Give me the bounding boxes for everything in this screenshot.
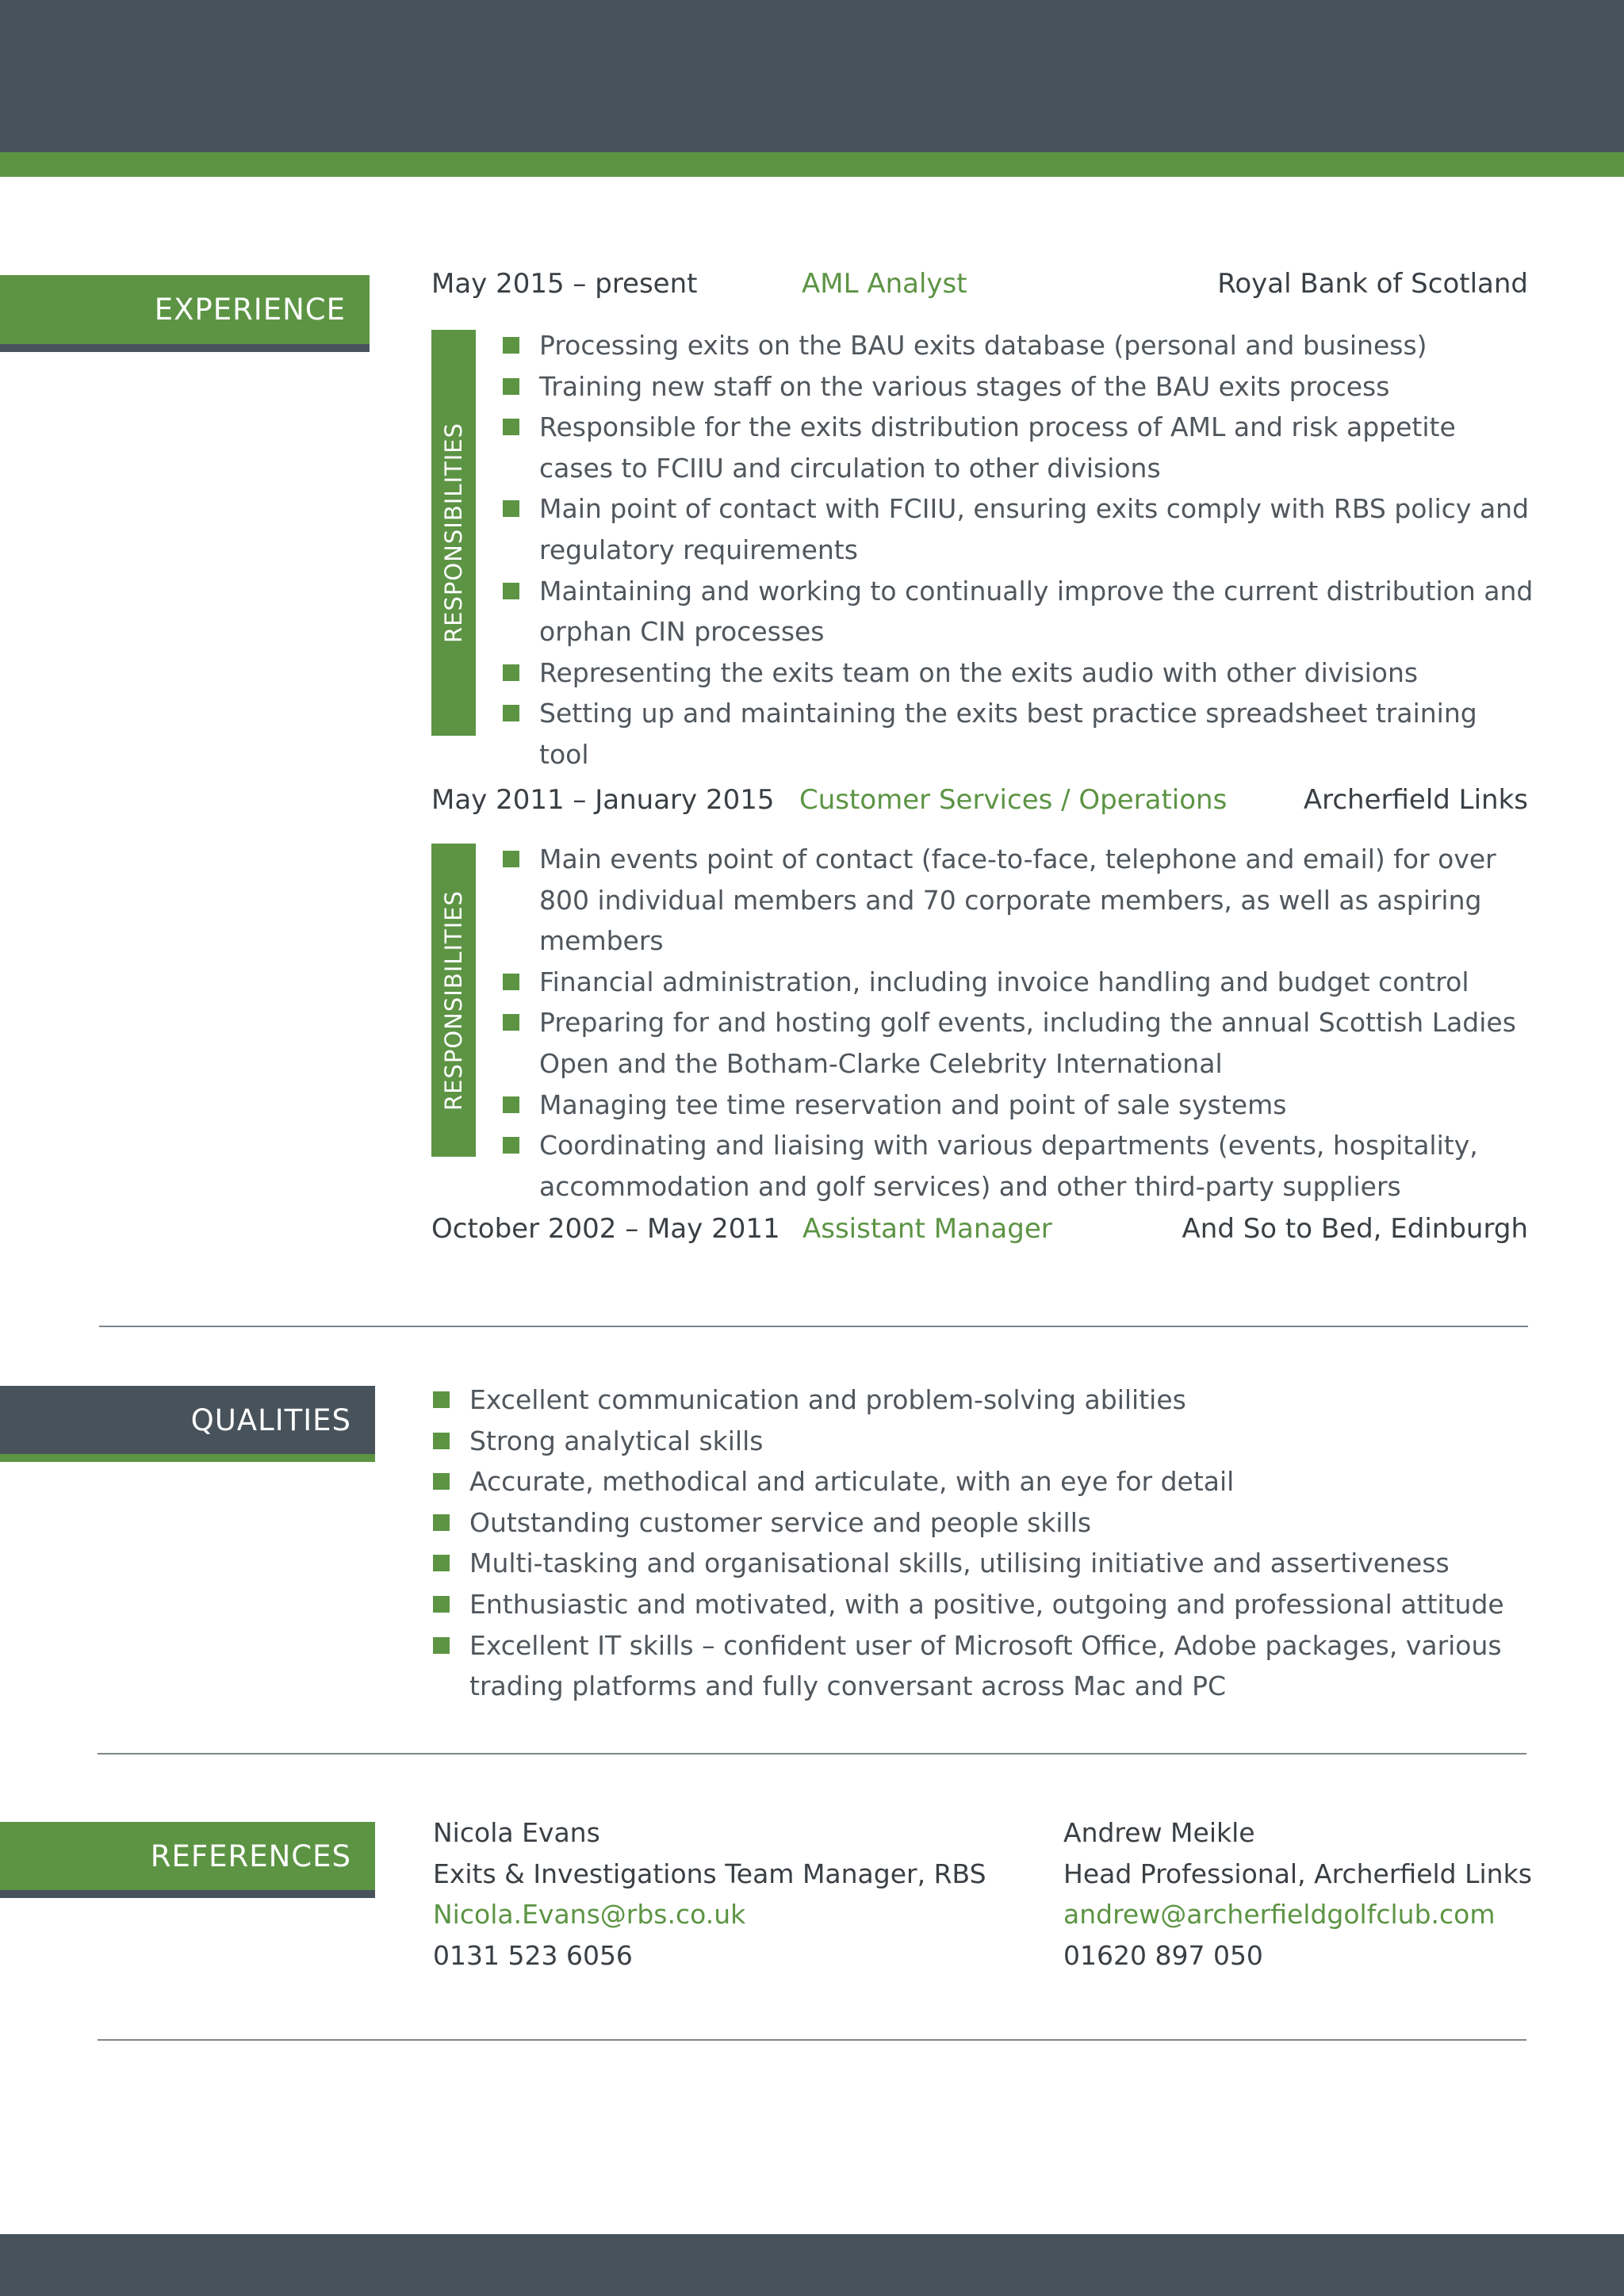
list-item: Strong analytical skills	[433, 1421, 1535, 1462]
job-header-3	[431, 1213, 1528, 1253]
qualities-section-title: QUALITIES	[190, 1402, 351, 1437]
references-section-tab	[0, 1822, 375, 1898]
job-company: Royal Bank of Scotland	[1217, 268, 1528, 300]
list-item: Excellent communication and problem-solving abilities	[433, 1380, 1535, 1421]
list-item: Accurate, methodical and articulate, with an eye for detail	[433, 1461, 1535, 1502]
list-item: Main point of contact with FCIIU, ensuring exits comply with RBS policy and regulatory requirements	[503, 488, 1534, 570]
list-item: Main events point of contact (face-to-face, telephone and email) for over 800 individual members and 70 corporate members, as well as aspiring members	[503, 839, 1534, 962]
list-item: Multi-tasking and organisational skills, utilising initiative and assertiveness	[433, 1543, 1535, 1584]
reference-phone: 01620 897 050	[1063, 1939, 1263, 1971]
responsibilities-bar-1	[431, 330, 476, 736]
job-2-responsibilities-list	[503, 839, 1534, 1207]
responsibilities-label: RESPONSIBILITIES	[440, 422, 467, 644]
job-title: AML Analyst	[802, 268, 967, 300]
list-item: Outstanding customer service and people skills	[433, 1502, 1535, 1544]
list-item: Excellent IT skills – confident user of Microsoft Office, Adobe packages, various trading platforms and fully conversant across Mac and PC	[433, 1625, 1535, 1707]
reference-card-1	[433, 1812, 986, 1976]
list-item: Coordinating and liaising with various departments (events, hospitality, accommodation and golf services) and other third-party suppliers	[503, 1125, 1534, 1207]
references-section-title: REFERENCES	[150, 1839, 351, 1873]
reference-name: Nicola Evans	[433, 1817, 600, 1848]
reference-role: Exits & Investigations Team Manager, RBS	[433, 1858, 986, 1889]
job-1-responsibilities-list	[503, 325, 1534, 775]
list-item: Enthusiastic and motivated, with a positive, outgoing and professional attitude	[433, 1584, 1535, 1625]
responsibilities-bar-2	[431, 844, 476, 1157]
responsibilities-label: RESPONSIBILITIES	[440, 890, 467, 1111]
job-date: May 2011 – January 2015	[431, 784, 775, 816]
job-company: Archerfield Links	[1303, 784, 1528, 816]
list-item: Training new staff on the various stages of the BAU exits process	[503, 366, 1534, 408]
list-item: Preparing for and hosting golf events, including the annual Scottish Ladies Open and the Botham-Clarke Celebrity International	[503, 1002, 1534, 1084]
list-item: Setting up and maintaining the exits best practice spreadsheet training tool	[503, 693, 1534, 775]
reference-email-link[interactable]: andrew@archerfieldgolfclub.com	[1063, 1899, 1496, 1931]
job-title: Customer Services / Operations	[799, 784, 1228, 816]
section-divider	[98, 2039, 1526, 2041]
job-title: Assistant Manager	[802, 1213, 1052, 1245]
list-item: Responsible for the exits distribution process of AML and risk appetite cases to FCIIU and circulation to other divisions	[503, 407, 1534, 488]
qualities-list	[433, 1380, 1535, 1707]
section-divider	[98, 1753, 1526, 1755]
header-band	[0, 0, 1624, 152]
list-item: Representing the exits team on the exits audio with other divisions	[503, 652, 1534, 694]
reference-email-link[interactable]: Nicola.Evans@rbs.co.uk	[433, 1899, 746, 1931]
job-company: And So to Bed, Edinburgh	[1182, 1213, 1528, 1245]
list-item: Financial administration, including invoice handling and budget control	[503, 962, 1534, 1003]
experience-section-title: EXPERIENCE	[154, 293, 346, 327]
list-item: Maintaining and working to continually improve the current distribution and orphan CIN processes	[503, 571, 1534, 652]
header-accent-stripe	[0, 152, 1624, 177]
section-divider	[99, 1326, 1528, 1327]
job-header-2	[431, 784, 1528, 824]
experience-section-tab	[0, 275, 370, 352]
job-header-1	[431, 268, 1528, 308]
reference-role: Head Professional, Archerfield Links	[1063, 1858, 1532, 1889]
list-item: Processing exits on the BAU exits database (personal and business)	[503, 325, 1534, 366]
reference-card-2	[1063, 1812, 1532, 1976]
footer-band	[0, 2234, 1624, 2296]
job-date: October 2002 – May 2011	[431, 1213, 780, 1245]
reference-name: Andrew Meikle	[1063, 1817, 1255, 1848]
reference-phone: 0131 523 6056	[433, 1939, 633, 1971]
job-date: May 2015 – present	[431, 268, 698, 300]
list-item: Managing tee time reservation and point of sale systems	[503, 1085, 1534, 1126]
qualities-section-tab	[0, 1386, 375, 1462]
